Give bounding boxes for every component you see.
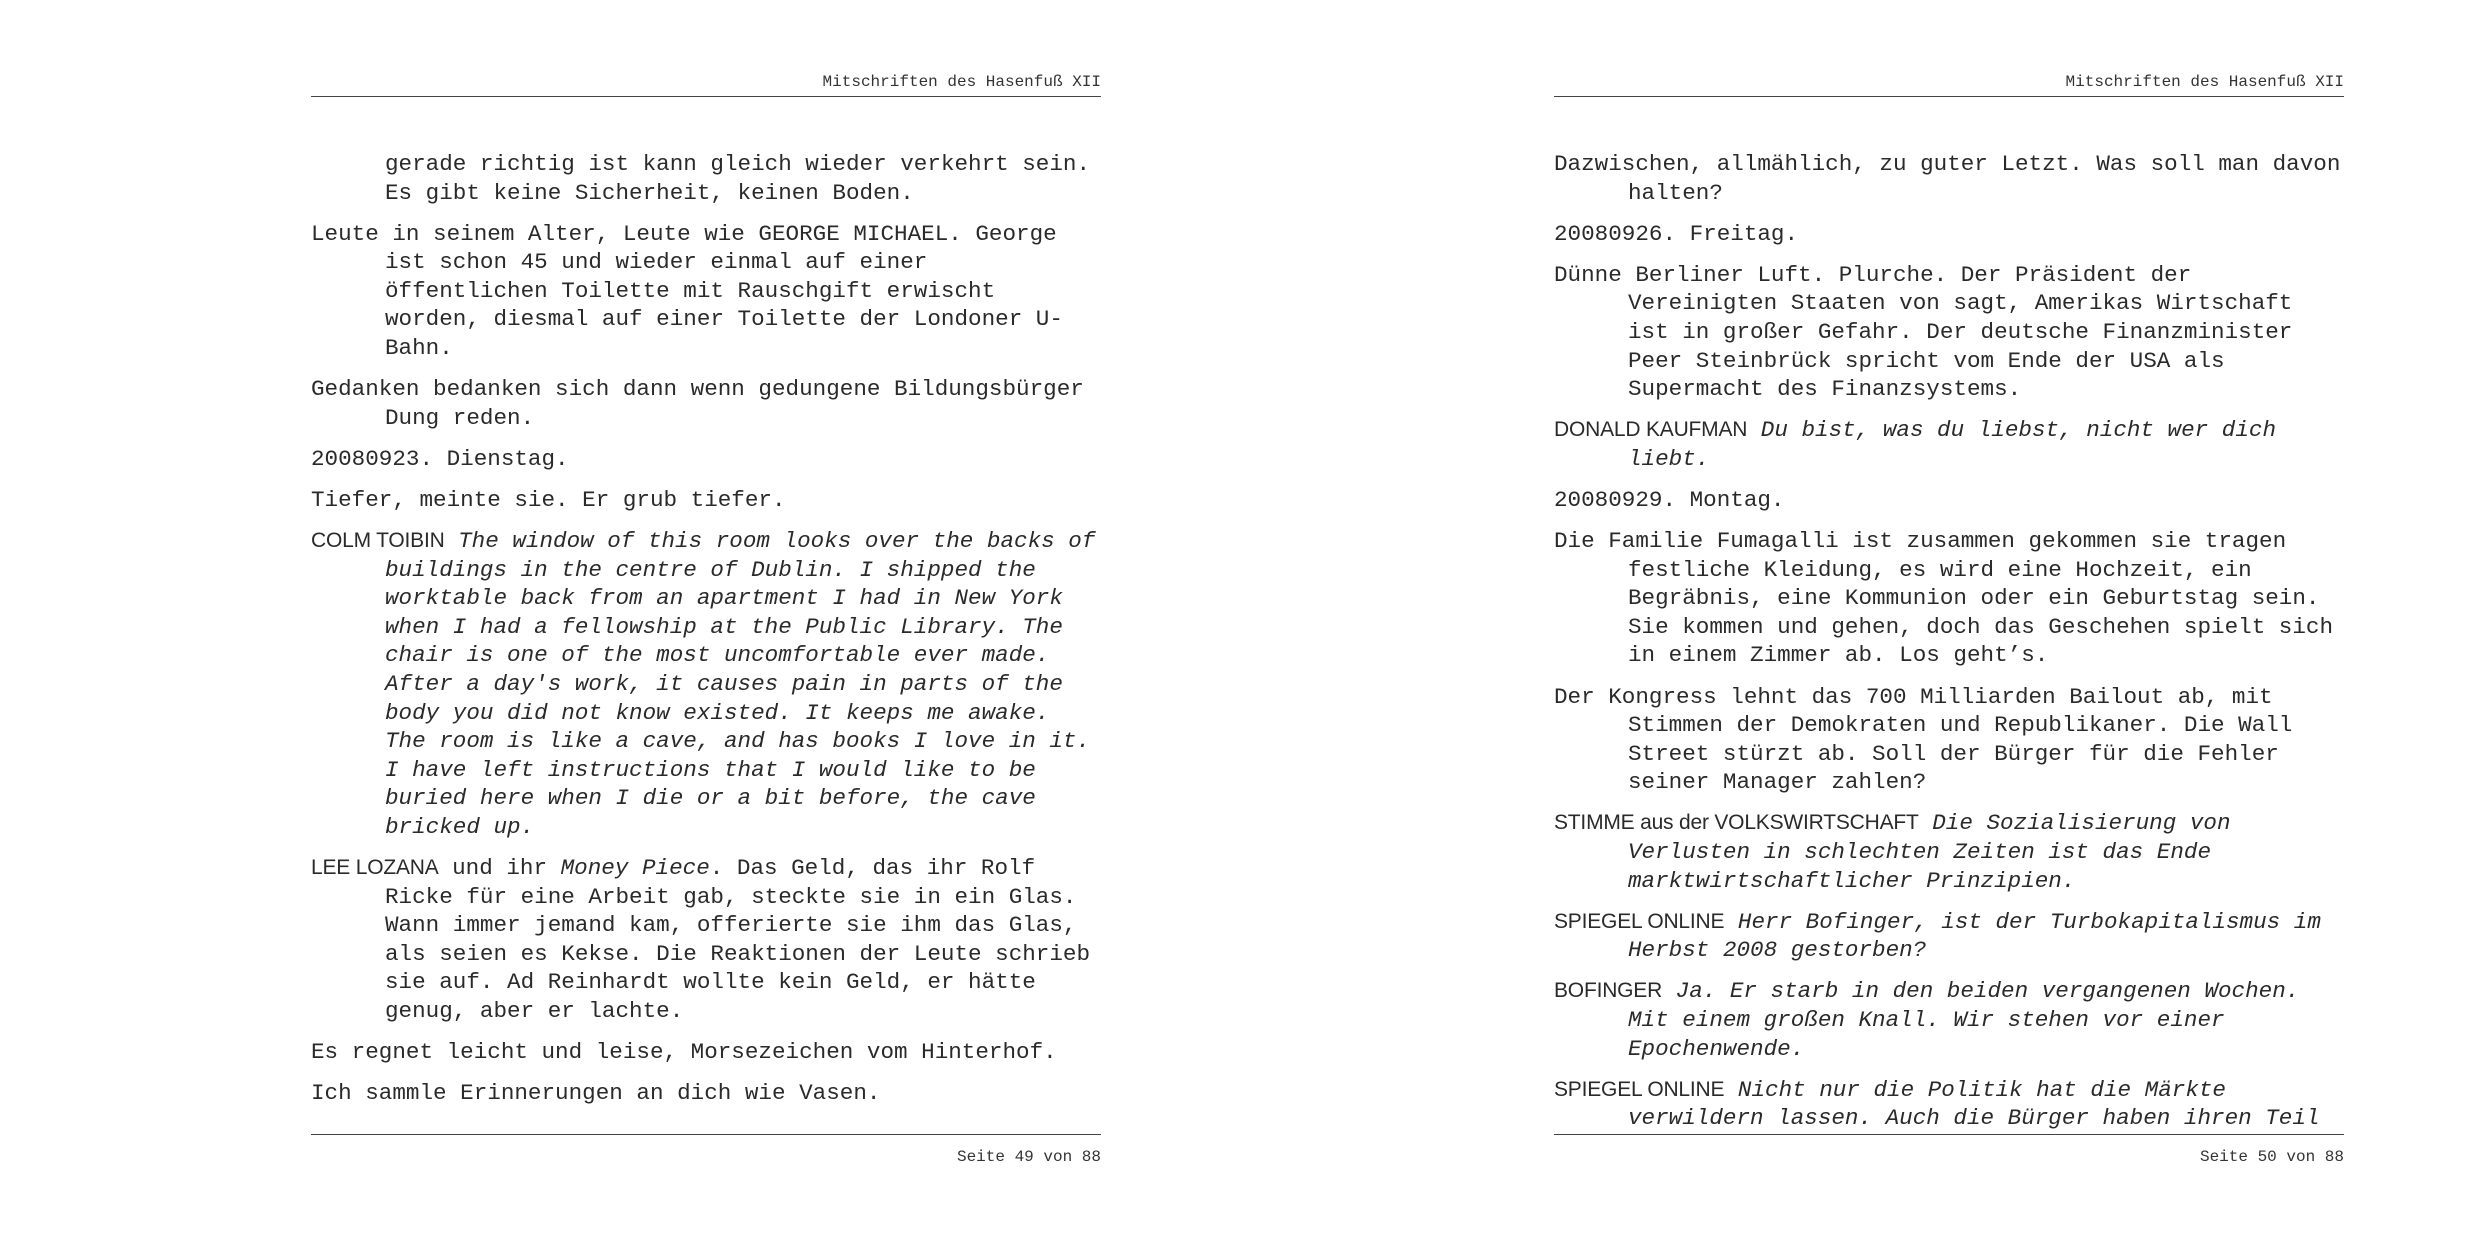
paragraph: Es regnet leicht und leise, Morsezeichen vom Hinterhof.	[311, 1039, 1057, 1066]
quote-paragraph	[1554, 416, 2344, 473]
paragraph: Tiefer, meinte sie. Er grub tiefer.	[311, 486, 786, 513]
quote-text: Herr Bofinger, ist der Turbokapitalismus im Herbst 2008 gestorben?	[1628, 908, 2321, 964]
paragraph	[311, 854, 1101, 1026]
quote-text: Du bist, was du liebst, nicht wer dich liebt.	[1628, 417, 2277, 472]
date-entry: 20080926. Freitag.	[1554, 220, 1799, 247]
paragraph: Ich sammle Erinnerungen an dich wie Vasen.	[311, 1080, 881, 1107]
footer-rule	[1554, 1134, 2344, 1135]
paragraph: Gedanken bedanken sich dann wenn gedungene Bildungsbürger Dung reden.	[311, 376, 1084, 431]
speaker-name: COLM TOIBIN	[311, 529, 445, 553]
right-page	[1554, 0, 2344, 1240]
speaker-name: STIMME aus der VOLKSWIRTSCHAFT	[1554, 811, 1919, 835]
page-body	[1554, 150, 2344, 1145]
quote-paragraph	[1554, 977, 2344, 1063]
footer-rule	[311, 1134, 1101, 1135]
speaker-name: LEE LOZANA	[311, 856, 439, 880]
date-entry: 20080929. Montag.	[1554, 486, 1785, 513]
paragraph: Dünne Berliner Luft. Plurche. Der Präsident der Vereinigten Staaten von sagt, Amerikas Wirtschaft ist in großer Gefahr. Der deutsche Finanzminister Peer Steinbrück spricht vom Ende der USA als Supermacht des Finanzsystems.	[1554, 261, 2293, 403]
quote-paragraph	[1554, 1076, 2344, 1133]
paragraph: Leute in seinem Alter, Leute wie GEORGE MICHAEL. George ist schon 45 und wieder einmal auf einer öffentlichen Toilette mit Rauschgift erwischt worden, diesmal auf einer Toilette der Londoner U-Bahn.	[311, 220, 1063, 362]
quote-text: Ja. Er starb in den beiden vergangenen Wochen. Mit einem großen Knall. Wir stehen vor einer Epochenwende.	[1628, 978, 2300, 1062]
quote-text: The window of this room looks over the backs of buildings in the centre of Dublin. I shipped the worktable back from an apartment I had in New York when I had a fellowship at the Public Library. The chair is one of the most uncomfortable ever made. After a day's work, it causes pain in parts of the body you did not know existed. It keeps me awake. The room is like a cave, and has books I love in it. I have left instructions that I would like to be buried here when I die or a bit before, the cave bricked up.	[385, 528, 1096, 840]
page-body	[311, 150, 1101, 1120]
text: . Das Geld, das ihr Rolf Ricke für eine Arbeit gab, steckte sie in ein Glas. Wann immer jemand kam, offerierte sie ihm das Glas, als seien es Kekse. Die Reaktionen der Leute schrieb sie auf. Ad Reinhardt wollte kein Geld, er hätte genug, aber er lachte.	[385, 855, 1091, 1025]
speaker-name: SPIEGEL ONLINE	[1554, 909, 1725, 933]
date-entry: 20080923. Dienstag.	[311, 445, 569, 472]
quote-text: Nicht nur die Politik hat die Märkte verwildern lassen. Auch die Bürger haben ihren Teil	[1628, 1076, 2320, 1132]
left-page	[311, 0, 1101, 1240]
quote-paragraph	[1554, 908, 2344, 965]
speaker-name: DONALD KAUFMAN	[1554, 418, 1748, 442]
paragraph: Die Familie Fumagalli ist zusammen gekommen sie tragen festliche Kleidung, es wird eine Hochzeit, ein Begräbnis, eine Kommunion oder ein Geburtstag sein. Sie kommen und gehen, doch das Geschehen spielt sich in einem Zimmer ab. Los geht’s.	[1554, 528, 2334, 669]
page-header: Mitschriften des Hasenfuß XII	[311, 72, 1101, 97]
work-title: Money Piece	[560, 855, 710, 882]
quote-paragraph	[1554, 809, 2344, 895]
text: und ihr	[452, 855, 548, 882]
page-header: Mitschriften des Hasenfuß XII	[1554, 72, 2344, 97]
page-number: Seite 50 von 88	[2199, 1148, 2344, 1166]
speaker-name: SPIEGEL ONLINE	[1554, 1077, 1725, 1101]
quote-text: Die Sozialisierung von Verlusten in schlechten Zeiten ist das Ende marktwirtschaftlicher Prinzipien.	[1628, 810, 2231, 894]
speaker-name: BOFINGER	[1554, 979, 1663, 1003]
page-number: Seite 49 von 88	[956, 1148, 1101, 1166]
quote-paragraph	[311, 527, 1101, 842]
paragraph: Der Kongress lehnt das 700 Milliarden Bailout ab, mit Stimmen der Demokraten und Republikaner. Die Wall Street stürzt ab. Soll der Bürger für die Fehler seiner Manager zahlen?	[1554, 683, 2293, 796]
paragraph: Dazwischen, allmählich, zu guter Letzt. Was soll man davon halten?	[1554, 151, 2341, 206]
paragraph: gerade richtig ist kann gleich wieder verkehrt sein. Es gibt keine Sicherheit, keinen Boden.	[385, 151, 1091, 206]
